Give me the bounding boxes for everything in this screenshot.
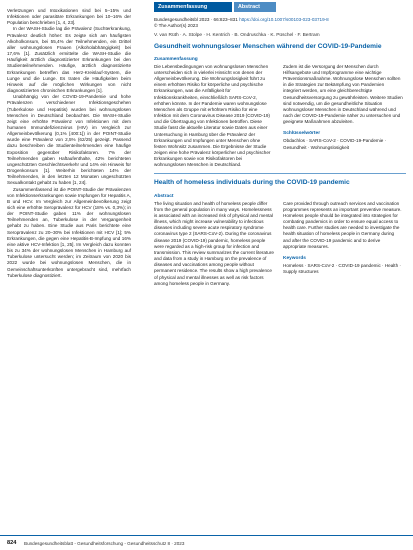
keywords-heading-german: Schlüsselwörter bbox=[283, 131, 321, 137]
page-footer bbox=[0, 535, 413, 550]
author-list: V. van Rüth · A. Stolpe · H. Kentrich · B. Ondruschka · K. Püschel · F. Bertram bbox=[154, 33, 320, 39]
summary-text: Zudem ist die Versorgung der Menschen durch Hilfsangebote und Impfprogramme eine wichtige Präventionsmaßnahme. Wohnungslose Menschen sollten in die Strategien zur Bekämpfung von Pandemien integriert werden, um eine gleichberechtigte Gesundheitsversorgung zu gewährleisten. Weitere Studien sind notwendig, um die gesundheitliche Situation wohnungsloser Menschen in Deutschland während und nach der COVID-19-Pandemie näher zu untersuchen und geeignete Maßnahmen abzuleiten. bbox=[283, 63, 403, 125]
abstract-heading: Abstract bbox=[154, 193, 174, 199]
article-title-english: Health of homeless individuals during the COVID-19 pandemic bbox=[154, 179, 350, 187]
paragraph: Zusammenfassend ist die POINT-Studie der Prävalenzen von Infektionserkrankungen sowie Impfungen für Hepatitis A, B und HCV. Im Vergleich zur Allgemeinbevölkerung zeigt sich eine erhöhte Seroprävalenz für HCV (18% vs. 0,3%); in der POINT-Studie gaben 11% der wohnungslosen Teilnehmenden an, Tuberkulose in der Vergangenheit gehabt zu haben. Eine Studie aus Paris berichtete eine Seroprävalenz zu 20–30% bei Infektionen mit HCV [1]; 5% Erkrankungen, die gegen eine Hepatitis-B-Impfung und 16% eine aktive HCV-Infektion [1, 25]. Im Vergleich dazu konnten bis zu 34% der wohnungslosen Menschen in Hamburg auf Tuberkulose untersucht werden; im Zeitraum von 2020 bis 2022 wurde bei wohnungslosen Menschen, die in Gemeinschaftsunterkünften untergebracht sind, mehrfach Tuberkulose diagnostiziert. bbox=[7, 186, 131, 278]
paragraph: Verletzungen und Intoxikationen sind bei 5–15% und Infektionen oder parasitäre Erkrankungen bei 10–16% der Population beschrieben [1, 4, 23]. bbox=[7, 8, 131, 26]
summary-column-2 bbox=[283, 51, 403, 169]
keywords-german: Obdachlos · SARS-CoV-2 · COVID-19-Pandemie · Gesundheit · Wohnungslosigkeit bbox=[283, 138, 387, 150]
abstract-column-1 bbox=[154, 188, 274, 287]
abstract-column-2 bbox=[283, 188, 403, 287]
paragraph: In der WASH-Studie lag die Prävalenz (Suchterkrankung, Prävalenz deutlich höher: Es zeigte sich am häufigsten Alkoholkonsum, bei 55,4% der Teilnehmenden, ein Drittel aller wohnungslosen Frauen (Alkoholabhängigkeit) bei 17,6% [1]. Zusätzlich ermittelte die WASH-Studie die Häufigkeit ärztlich diagnostizierter Erkrankungen bei den Studienteilnehmenden. Häufige, ärztlich diagnostizierte Erkrankungen betreffen das Herz-Kreislauf-System, die Lunge und die Lunge. Es traten die Häufigkeiten beim Hinweis auf die möglichen Wirkungen von nicht diagnostizierten chronischen Erkrankungen [1]. bbox=[7, 26, 131, 94]
left-column-body-text bbox=[7, 8, 131, 279]
publication-meta bbox=[140, 17, 406, 29]
tab-abstract[interactable]: Abstract bbox=[234, 2, 276, 12]
section-divider bbox=[154, 173, 406, 174]
article-title-german: Gesundheit wohnungsloser Menschen während der COVID-19-Pandemie bbox=[154, 42, 382, 50]
abstract-panel bbox=[140, 0, 406, 287]
abstract-text: Care provided through outreach services and vaccination programmes represents an important preventive measure. Homeless people should be integrated into strategies for combating pandemics in order to ensure equal access to health care. Further studies are needed to investigate the health situation of homeless people in Germany during and after the COVID-19 pandemic and to derive appropriate measures. bbox=[283, 200, 402, 249]
language-tab-bar bbox=[140, 0, 406, 14]
doi-link[interactable]: https://doi.org/10.1007/s00103-023-03719-8 bbox=[239, 17, 329, 22]
paragraph: Unabhängig von der COVID-19-Pandemie und hohe Prävalenzen verschiedener Infektionsgeschehen (Tuberkulose und Hepatitis) wurden bei wohnungslosen Menschen in Deutschland beobachtet. Die WASH-Studie zeigt eine erhöhte Prävalenz von Infektionen mit dem humanen Immundefizienzvirus (HIV) im Vergleich zur Allgemeinbevölkerung (0,1% [400:1]) in der POINT-Studie wurde eine Prävalenz von 2,5% (62/25) gezeigt. Passend dazu beschreiben die Studienteilnehmenden eine häufige Exposition gegenüber Risikofaktoren. 7% der Teilnehmenden gaben Haftaufenthalte, 42% berichteten ungeschützten Geschlechtsverkehr und 14% ein Hinweis für Drogenkonsum [1]. Weiterhin berichteten 14% der Teilnehmenden, in den letzten 12 Monaten ungeschützten Sexualkontakt gehabt zu haben [1, 24]. bbox=[7, 94, 131, 186]
footer-rule bbox=[0, 535, 413, 536]
page-number: 824 bbox=[7, 540, 17, 546]
summary-text: Die Lebensbedingungen von wohnungslosen Menschen unterscheiden sich in vielerlei Hinsicht von denen der Allgemeinbevölkerung. Die Wohnungslosigkeit führt zu einem erhöhten Risiko für körperliche und psychische Erkrankungen, was die Anfälligkeit für Infektionskrankheiten, einschließlich SARS-CoV-2, erhöhen könnte. In der Pandemie waren wohnungslose Menschen als Gruppe mit erhöhtem Risiko für eine Infektion mit dem Coronavirus Disease 2019 (COVID-19) und die Übertragung von Infektionen betroffen. Diese Studie fasst die aktuelle Literatur sowie Daten aus einer Untersuchung in Hamburg über die Prävalenz der Erkrankungen und Impfungen unter Menschen ohne festen Wohnsitz zusammen. Die Ergebnisse der Studie zeigen eine hohe Prävalenz körperlicher und psychischer Erkrankungen sowie von Risikofaktoren bei wohnungslosen Menschen in Deutschland. bbox=[154, 63, 271, 168]
keywords-english: Homeless · SARS-CoV-2 · COVID-19 pandemic · Health · Supply structures bbox=[283, 262, 401, 275]
published-line: Bundesgesundheitsbl 2023 · 66:823–831 bbox=[154, 17, 238, 22]
tab-zusammenfassung[interactable]: Zusammenfassung bbox=[154, 2, 232, 12]
summary-german bbox=[140, 51, 406, 169]
abstract-text: The living situation and health of homeless people differ from the general population in many ways. Homelessness is associated with an increased risk of physical and mental illness, which might increase vulnerability to infectious diseases including severe acute respiratory syndrome coronavirus type 2 (SARS-CoV-2). During the coronavirus disease 2019 (COVID-19) pandemic, homeless people were regarded as a high-risk group for infection and transmission. This review summarizes the current literature and data from a study in Hamburg on the prevalence of diseases and vaccinations among people without permanent residence. The results show a high prevalence of physical and mental illnesses as well as risk factors among homeless people in Germany. bbox=[154, 200, 274, 286]
summary-heading: Zusammenfassung bbox=[154, 56, 198, 62]
summary-column-1 bbox=[154, 51, 274, 169]
abstract-english bbox=[140, 188, 406, 287]
keywords-heading-english: Keywords bbox=[283, 255, 306, 261]
journal-line: Bundesgesundheitsblatt - Gesundheitsforschung - Gesundheitsschutz 8 · 2023 bbox=[24, 541, 185, 546]
copyright-line: © The Author(s) 2023 bbox=[154, 23, 198, 29]
